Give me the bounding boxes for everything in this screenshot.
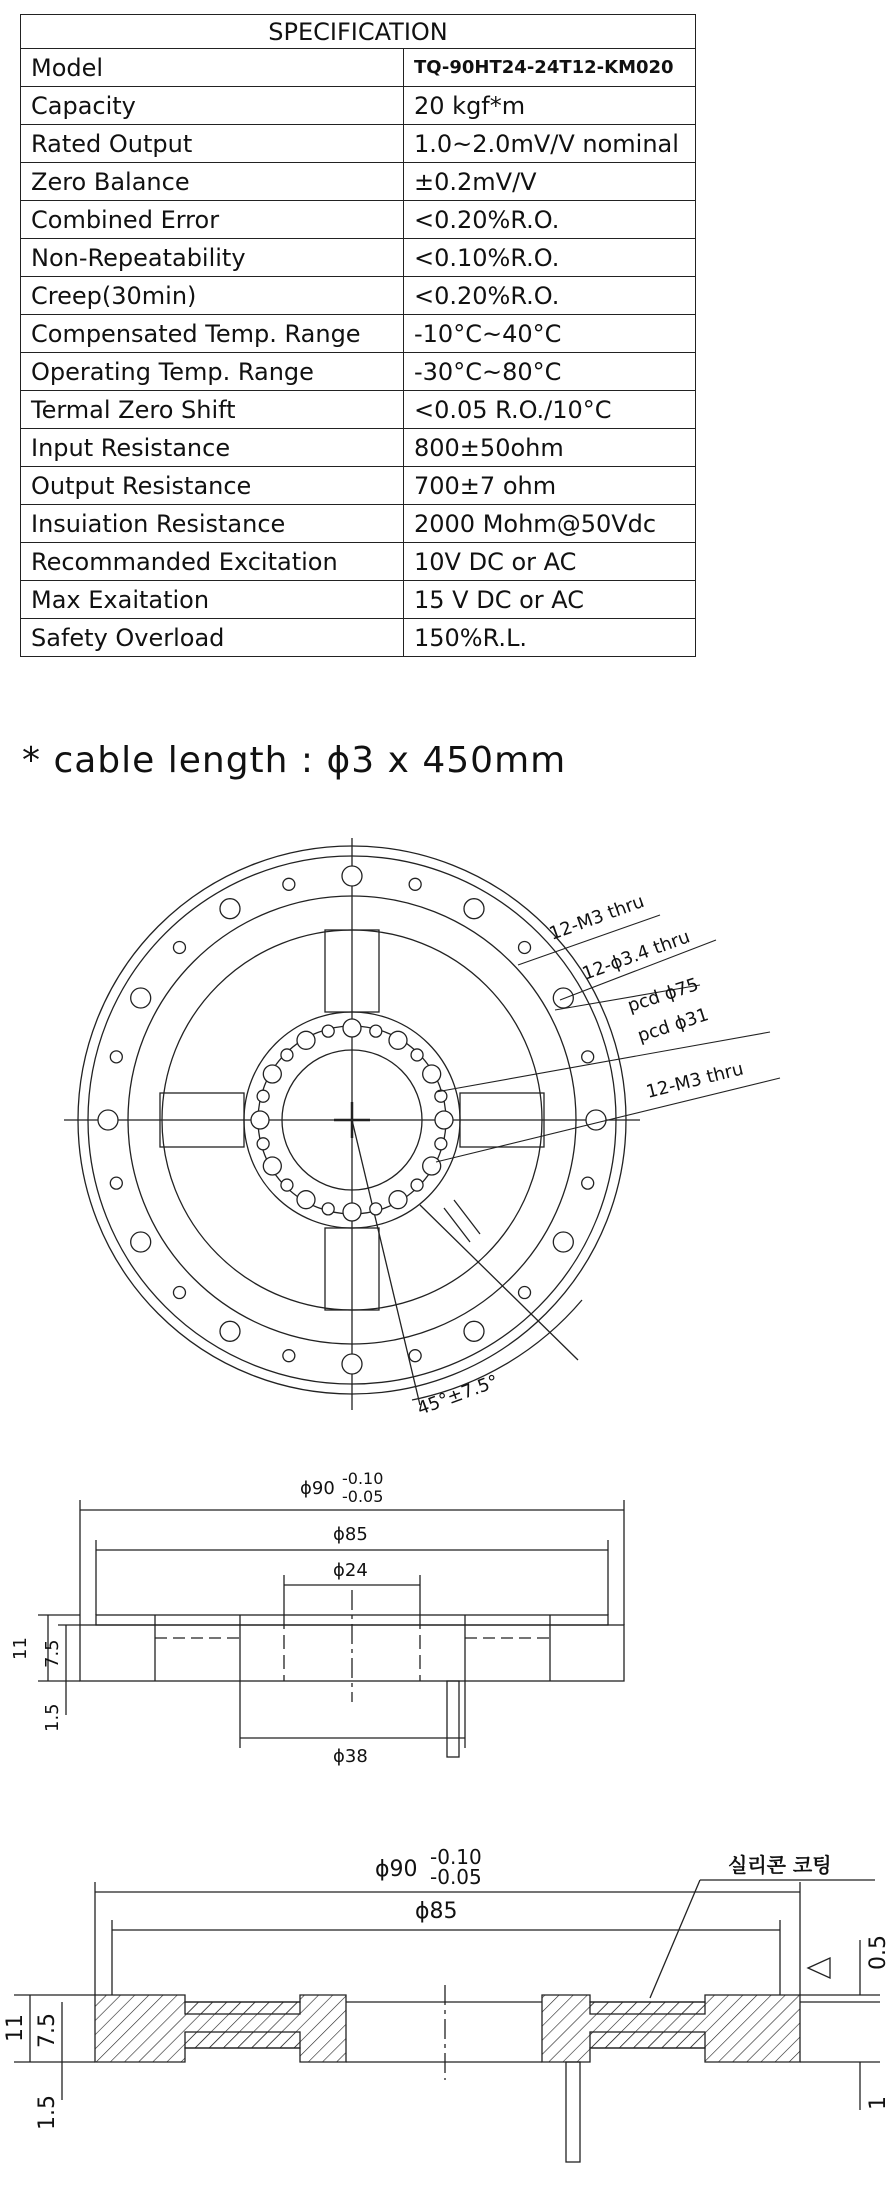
outer-thread-hole (283, 1350, 295, 1362)
table-row (21, 239, 696, 277)
outer-bolt-hole (131, 988, 151, 1008)
table-row (21, 163, 696, 201)
outer-bolt-hole (464, 899, 484, 919)
table-row (21, 277, 696, 315)
spec-value: -30°C~80°C (404, 353, 696, 391)
dim-height-7-5: 7.5 (42, 1639, 63, 1668)
spec-label: Input Resistance (21, 429, 404, 467)
inner-bolt-hole (263, 1157, 281, 1175)
dim-height-1-5: 1.5 (42, 1703, 63, 1732)
outer-thread-hole (173, 1287, 185, 1299)
table-row (21, 543, 696, 581)
table-row (21, 619, 696, 657)
spec-value: 20 kgf*m (404, 87, 696, 125)
inner-bolt-hole (435, 1111, 453, 1129)
sec-dim-height-11: 11 (3, 2014, 28, 2042)
spec-label: Non-Repeatability (21, 239, 404, 277)
dim-height-11: 11 (10, 1637, 31, 1660)
cable-length-note: * cable length : ϕ3 x 450mm (22, 740, 567, 781)
inner-thread-hole (370, 1203, 382, 1215)
callout-3-4-thru: 12-ϕ3.4 thru (579, 926, 693, 985)
coating-right-top (590, 2002, 705, 2014)
inner-thread-hole (281, 1049, 293, 1061)
dim-dia-24: ϕ24 (333, 1560, 368, 1581)
spec-label: Creep(30min) (21, 277, 404, 315)
outer-bolt-hole (220, 899, 240, 919)
top-view-drawing (0, 820, 893, 1420)
callout-m3-outer: 12-M3 thru (546, 890, 648, 945)
dim-dia-38: ϕ38 (333, 1746, 368, 1767)
callout-m3-inner: 12-M3 thru (644, 1058, 746, 1103)
spec-label: Insuiation Resistance (21, 505, 404, 543)
inner-thread-hole (322, 1025, 334, 1037)
spec-value: -10°C~40°C (404, 315, 696, 353)
inner-bolt-hole (389, 1191, 407, 1209)
spec-title: SPECIFICATION (21, 15, 696, 49)
spec-value: TQ-90HT24-24T12-KM020 (404, 49, 696, 87)
table-row (21, 315, 696, 353)
inner-bolt-hole (423, 1157, 441, 1175)
spec-value: 150%R.L. (404, 619, 696, 657)
spec-label: Max Exaitation (21, 581, 404, 619)
spec-label: Recommanded Excitation (21, 543, 404, 581)
spec-label: Rated Output (21, 125, 404, 163)
inner-bolt-hole (343, 1203, 361, 1221)
table-row (21, 87, 696, 125)
outer-thread-hole (110, 1051, 122, 1063)
outer-thread-hole (409, 878, 421, 890)
spec-label: Combined Error (21, 201, 404, 239)
spec-value: <0.20%R.O. (404, 201, 696, 239)
outer-thread-hole (283, 878, 295, 890)
outer-bolt-hole (464, 1321, 484, 1341)
spec-value: 10V DC or AC (404, 543, 696, 581)
sec-dim-height-7-5: 7.5 (35, 2013, 60, 2048)
spec-label: Safety Overload (21, 619, 404, 657)
spec-value: <0.10%R.O. (404, 239, 696, 277)
outer-bolt-hole (98, 1110, 118, 1130)
table-row (21, 201, 696, 239)
table-row (21, 581, 696, 619)
inner-bolt-hole (251, 1111, 269, 1129)
spec-label: Compensated Temp. Range (21, 315, 404, 353)
section-view-drawing (0, 1790, 893, 2188)
spec-value: 15 V DC or AC (404, 581, 696, 619)
sec-dim-height-0-5: 0.5 (866, 1935, 891, 1970)
sec-dim-height-1-5: 1.5 (35, 2095, 60, 2130)
inner-bolt-hole (423, 1065, 441, 1083)
spec-label: Zero Balance (21, 163, 404, 201)
outer-bolt-hole (220, 1321, 240, 1341)
outer-bolt-hole (553, 988, 573, 1008)
spec-label: Output Resistance (21, 467, 404, 505)
dim-dia-90: ϕ90 (300, 1478, 335, 1499)
table-row (21, 467, 696, 505)
inner-bolt-hole (297, 1031, 315, 1049)
inner-thread-hole (322, 1203, 334, 1215)
inner-bolt-hole (297, 1191, 315, 1209)
outer-bolt-hole (342, 866, 362, 886)
sec-dim-dia-90: ϕ90 (375, 1857, 418, 1882)
table-row (21, 505, 696, 543)
inner-thread-hole (281, 1179, 293, 1191)
inner-thread-hole (370, 1025, 382, 1037)
dim-tol-lower: -0.05 (342, 1487, 384, 1506)
spec-value: 2000 Mohm@50Vdc (404, 505, 696, 543)
coating-label: 실리콘 코팅 (728, 1853, 832, 1877)
coating-left-bottom (185, 2032, 300, 2048)
sec-dim-dia-85: ϕ85 (415, 1899, 458, 1924)
side-cable (447, 1681, 459, 1757)
spec-table (20, 14, 696, 657)
inner-thread-hole (435, 1138, 447, 1150)
spec-label: Operating Temp. Range (21, 353, 404, 391)
spec-value: <0.20%R.O. (404, 277, 696, 315)
sec-dim-height-1: 1 (866, 2096, 891, 2110)
coating-right-bottom (590, 2032, 705, 2048)
outer-thread-hole (582, 1051, 594, 1063)
inner-thread-hole (257, 1090, 269, 1102)
spec-value: 700±7 ohm (404, 467, 696, 505)
outer-bolt-hole (342, 1354, 362, 1374)
coating-left-top (185, 2002, 300, 2014)
section-cable (566, 2062, 580, 2162)
table-row (21, 49, 696, 87)
inner-bolt-hole (263, 1065, 281, 1083)
sec-dim-tol-lower: -0.05 (430, 1865, 482, 1889)
dim-tol-upper: -0.10 (342, 1469, 384, 1488)
dim-dia-85: ϕ85 (333, 1524, 368, 1545)
inner-thread-hole (411, 1049, 423, 1061)
callout-pcd-75: pcd ϕ75 (625, 974, 702, 1017)
outer-thread-hole (409, 1350, 421, 1362)
inner-thread-hole (257, 1138, 269, 1150)
spec-label: Model (21, 49, 404, 87)
angle-label: 45°±7.5° (414, 1371, 502, 1420)
spec-label: Termal Zero Shift (21, 391, 404, 429)
outer-thread-hole (110, 1177, 122, 1189)
callout-pcd-31: pcd ϕ31 (635, 1004, 712, 1047)
inner-bolt-hole (389, 1031, 407, 1049)
outer-bolt-hole (553, 1232, 573, 1252)
table-row (21, 429, 696, 467)
spec-value: <0.05 R.O./10°C (404, 391, 696, 429)
table-row (21, 125, 696, 163)
outer-thread-hole (173, 941, 185, 953)
spec-label: Capacity (21, 87, 404, 125)
outer-bolt-hole (131, 1232, 151, 1252)
spec-value: 800±50ohm (404, 429, 696, 467)
inner-bolt-hole (343, 1019, 361, 1037)
outer-thread-hole (519, 1287, 531, 1299)
outer-bolt-hole (586, 1110, 606, 1130)
table-row (21, 353, 696, 391)
spec-value: 1.0~2.0mV/V nominal (404, 125, 696, 163)
table-row (21, 391, 696, 429)
sec-dim-tol-upper: -0.10 (430, 1845, 482, 1869)
spec-value: ±0.2mV/V (404, 163, 696, 201)
outer-thread-hole (582, 1177, 594, 1189)
outer-thread-hole (519, 941, 531, 953)
side-view-drawing (0, 1440, 893, 1770)
inner-thread-hole (411, 1179, 423, 1191)
